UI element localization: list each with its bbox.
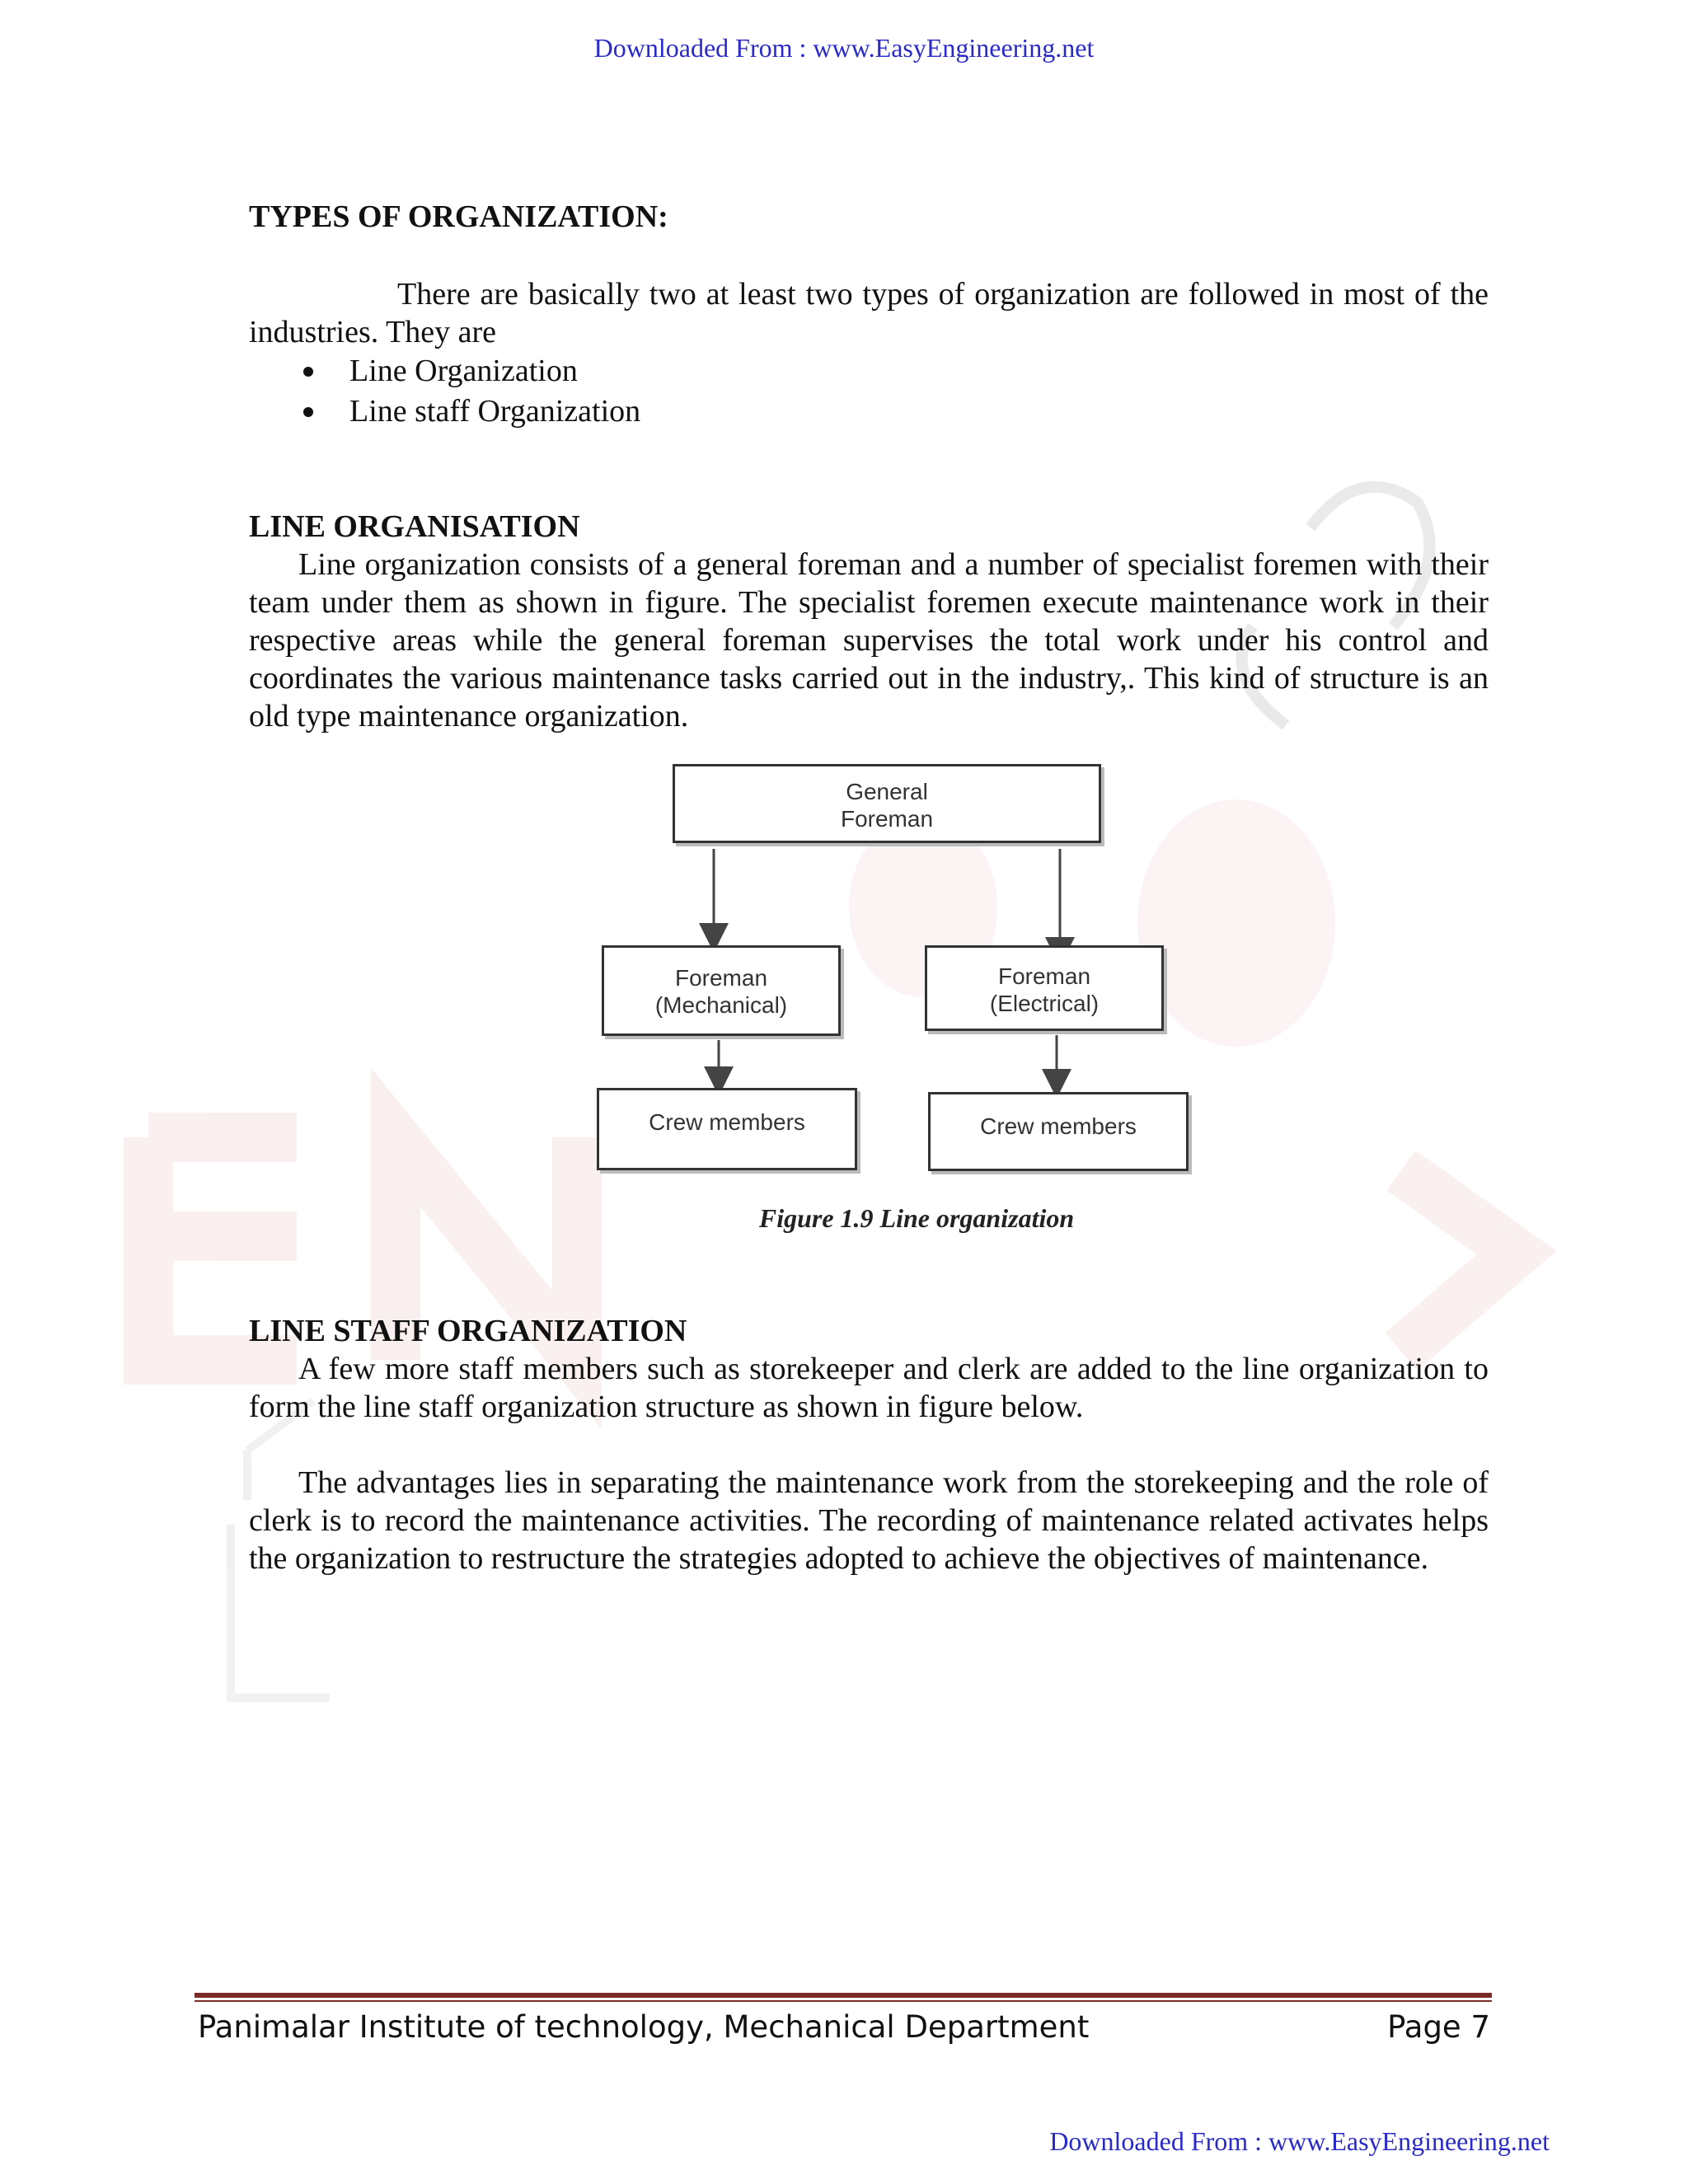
general-foreman-box: General Foreman	[673, 764, 1101, 843]
crew-members-left-box: Crew members	[597, 1088, 857, 1170]
line-staff-section	[249, 1312, 1489, 1577]
line-org-heading: LINE ORGANISATION	[249, 509, 580, 544]
line-org-body: Line organization consists of a general foreman and a number of specialist foremen with their team under them as shown in figure. The specialist foremen execute maintenance work in their respective areas while the general foreman supervises the total work under his control and coordinates the various maintenance tasks carried out in the industry,. This kind of structure is an old type maintenance organization.	[249, 547, 1489, 733]
page-number: Page 7	[1387, 2009, 1490, 2045]
line-organization-chart	[496, 746, 1254, 1273]
types-section	[249, 198, 1489, 236]
line-staff-heading: LINE STAFF ORGANIZATION	[249, 1314, 687, 1348]
line-staff-body-2: The advantages lies in separating the maintenance work from the storekeeping and the role of clerk is to record the maintenance activities. The recording of maintenance related activates helps the organization to restructure the strategies adopted to achieve the objectives of maintenance.	[249, 1465, 1489, 1576]
download-footer[interactable]: Downloaded From : www.EasyEngineering.net	[1049, 2126, 1550, 2156]
list-item: Line staff Organization	[298, 391, 1489, 432]
footer-institution: Panimalar Institute of technology, Mechanical Department	[198, 2009, 1090, 2045]
bullet-icon	[303, 407, 313, 417]
footer-divider	[195, 1993, 1492, 1998]
footer-divider	[195, 2000, 1492, 2002]
types-intro: There are basically two at least two types of organization are followed in most of the industries. They are	[249, 277, 1489, 349]
figure-caption: Figure 1.9 Line organization	[758, 1203, 1075, 1233]
bullet-icon	[303, 367, 313, 377]
types-heading: TYPES OF ORGANIZATION:	[249, 199, 668, 234]
line-staff-body-1: A few more staff members such as storekeeper and clerk are added to the line organization to form the line staff organization structure as shown in figure below.	[249, 1352, 1489, 1424]
list-item: Line Organization	[298, 351, 1489, 391]
crew-members-right-box: Crew members	[928, 1092, 1189, 1171]
download-header[interactable]: Downloaded From : www.EasyEngineering.net	[593, 33, 1095, 63]
types-list	[249, 351, 1489, 432]
line-org-section	[249, 508, 1489, 735]
types-body	[249, 275, 1489, 432]
foreman-electrical-box: Foreman (Electrical)	[925, 945, 1164, 1031]
foreman-mechanical-box: Foreman (Mechanical)	[602, 945, 841, 1036]
